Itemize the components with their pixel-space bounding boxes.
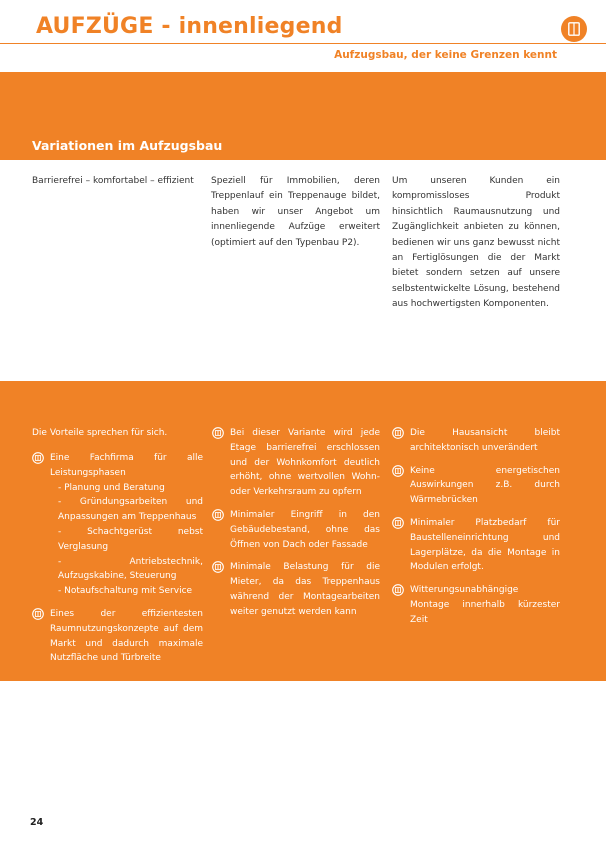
advantage-item xyxy=(212,508,380,552)
advantage-text: Minimale Belastung für die Mieter, da das Treppenhaus während der Montagearbeiten weiter genutzt werden kann xyxy=(230,562,380,617)
advantage-text: Eine Fachfirma für alle Leistungsphasen xyxy=(50,453,203,478)
advantage-item xyxy=(32,451,203,599)
advantage-text: Minimaler Platzbedarf für Baustelleneinrichtung und Lagerplätze, da die Montage in Modulen erfolgt. xyxy=(410,517,560,573)
advantage-item xyxy=(392,583,560,627)
advantage-text: Witterungsunabhängige Montage innerhalb kürzester Zeit xyxy=(410,585,560,625)
service-item: - Schachtgerüst nebst Verglasung xyxy=(58,526,203,552)
lift-icon xyxy=(212,561,224,573)
page-number: 24 xyxy=(30,817,44,828)
advantage-item xyxy=(392,426,560,456)
lift-icon xyxy=(392,517,404,529)
advantages-band xyxy=(0,381,606,681)
lift-icon xyxy=(32,452,44,464)
advantage-item xyxy=(392,464,560,508)
lift-icon xyxy=(392,584,404,596)
section-heading: Variationen im Aufzugsbau xyxy=(32,138,223,153)
advantage-text: Eines der effizientesten Raumnutzungskonzepte auf dem Markt und dadurch maximale Nutzfläche und Türbreite xyxy=(50,608,203,664)
service-item: - Antriebstechnik, Aufzugskabine, Steuerung xyxy=(58,556,203,582)
intro-column-1: Speziell für Immobilien, deren Treppenlauf ein Treppenauge bildet, haben wir unser Angebot um innenliegende Aufzüge erweitert (optimiert auf den Typenbau P2). xyxy=(211,176,380,248)
header-rule xyxy=(0,43,606,44)
lift-icon xyxy=(212,509,224,521)
section-band xyxy=(0,72,606,160)
advantages-column-1 xyxy=(32,451,203,674)
page-subtitle: Aufzugsbau, der keine Grenzen kennt xyxy=(334,49,557,61)
lift-icon xyxy=(212,427,224,439)
advantages-intro: Die Vorteile sprechen für sich. xyxy=(32,428,168,438)
advantage-item xyxy=(392,516,560,575)
advantage-text: Minimaler Eingriff in den Gebäudebestand, ohne das Öffnen von Dach oder Fassade xyxy=(230,509,380,550)
intro-lead: Barrierefrei – komfortabel – effizient xyxy=(32,176,194,186)
book-icon xyxy=(568,22,580,36)
advantage-text: Keine energetischen Auswirkungen z.B. durch Wärmebrücken xyxy=(410,465,560,506)
lift-icon xyxy=(392,465,404,477)
intro-column-2: Um unseren Kunden ein kompromissloses Produkt hinsichtlich Raumausnutzung und Zugänglichkeit anbieten zu können, bedienen wir uns ganz bewusst nicht an Fertiglösungen die der Markt bietet sondern setzen auf unsere selbstentwickelte Lösung, bestehend aus hochwertigsten Komponenten. xyxy=(392,176,560,310)
lift-icon xyxy=(32,608,44,620)
advantage-text: Bei dieser Variante wird jede Etage barrierefrei erschlossen und der Wohnkomfort deutlich erhöht, ohne wertvollen Wohn- oder Verkehrsraum zu opfern xyxy=(230,428,380,498)
service-item: - Planung und Beratung xyxy=(58,482,165,493)
book-badge xyxy=(561,16,587,42)
advantage-text: Die Hausansicht bleibt architektonisch unverändert xyxy=(410,428,560,453)
advantages-column-2 xyxy=(212,426,380,628)
advantage-item xyxy=(212,560,380,619)
page-title: AUFZÜGE - innenliegend xyxy=(36,14,343,39)
advantages-column-3 xyxy=(392,426,560,636)
service-item: - Notaufschaltung mit Service xyxy=(58,586,193,597)
advantage-item xyxy=(212,426,380,500)
advantage-item xyxy=(32,607,203,666)
service-item: - Gründungsarbeiten und Anpassungen am Treppenhaus xyxy=(58,497,203,523)
lift-icon xyxy=(392,427,404,439)
service-list xyxy=(50,481,203,599)
